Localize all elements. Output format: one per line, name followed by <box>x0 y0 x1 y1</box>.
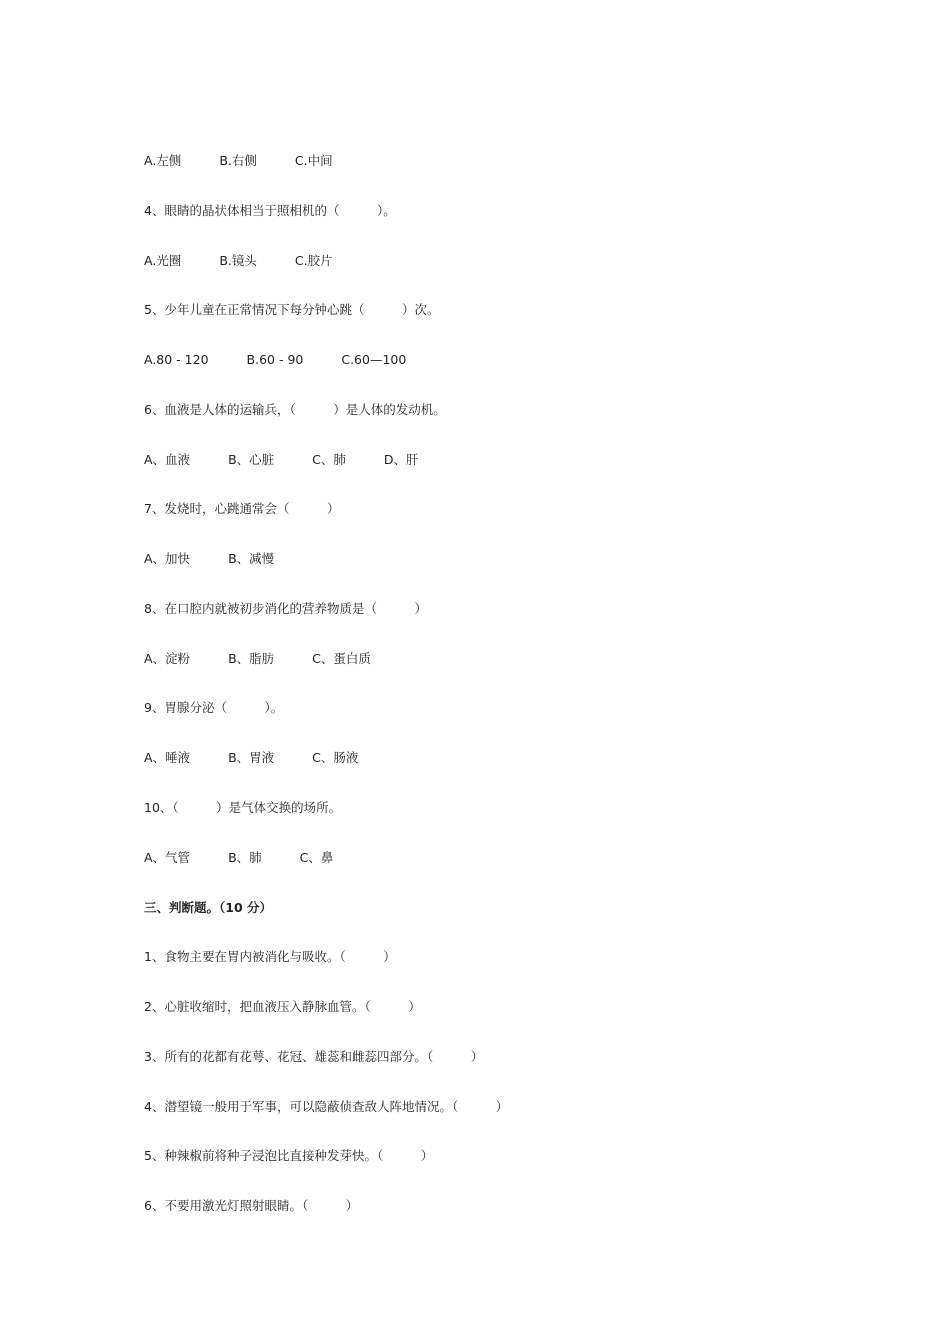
option-a: A、气管 <box>144 850 191 865</box>
tf-question-6: 6、不要用激光灯照射眼睛。（ ） <box>144 1198 359 1213</box>
option-c: C.60—100 <box>341 352 407 367</box>
option-c: C.胶片 <box>294 253 333 268</box>
option-b: B.镜头 <box>219 253 257 268</box>
option-c: C、肠液 <box>312 750 359 765</box>
answer-options-q5 <box>144 350 406 370</box>
option-b: B、脂肪 <box>228 651 275 666</box>
question-7: 7、发烧时，心跳通常会（ ） <box>144 501 340 516</box>
question-8: 8、在口腔内就被初步消化的营养物质是（ ） <box>144 601 427 616</box>
answer-options-q8 <box>144 649 371 669</box>
answer-options-q6 <box>144 450 419 470</box>
section-heading-true-false: 三、判断题。（10 分） <box>144 900 272 915</box>
option-a: A、淀粉 <box>144 651 191 666</box>
option-a: A、血液 <box>144 452 191 467</box>
tf-question-3: 3、所有的花都有花萼、花冠、雄蕊和雌蕊四部分。（ ） <box>144 1049 484 1064</box>
question-9: 9、胃腺分泌（ ）。 <box>144 700 284 715</box>
option-c: C、蛋白质 <box>312 651 371 666</box>
option-b: B.右侧 <box>219 153 257 168</box>
option-c: C.中间 <box>294 153 333 168</box>
option-d: D、肝 <box>383 452 419 467</box>
option-a: A.80 - 120 <box>144 352 209 367</box>
option-c: C、肺 <box>312 452 346 467</box>
option-a: A、唾液 <box>144 750 191 765</box>
option-a: A、加快 <box>144 551 191 566</box>
answer-options-q9 <box>144 748 358 768</box>
option-a: A.左侧 <box>144 153 182 168</box>
option-b: B、肺 <box>228 850 262 865</box>
answer-options-q10 <box>144 848 333 868</box>
answer-options-q4 <box>144 251 333 271</box>
answer-options-q3 <box>144 151 333 171</box>
option-b: B、减慢 <box>228 551 275 566</box>
option-b: B、胃液 <box>228 750 275 765</box>
question-10: 10、（ ）是气体交换的场所。 <box>144 800 342 815</box>
tf-question-2: 2、心脏收缩时，把血液压入静脉血管。（ ） <box>144 999 421 1014</box>
option-a: A.光圈 <box>144 253 182 268</box>
tf-question-1: 1、食物主要在胃内被消化与吸收。（ ） <box>144 949 396 964</box>
tf-question-4: 4、潜望镜一般用于军事，可以隐蔽侦查敌人阵地情况。（ ） <box>144 1099 509 1114</box>
question-5: 5、少年儿童在正常情况下每分钟心跳（ ）次。 <box>144 302 440 317</box>
question-4: 4、眼睛的晶状体相当于照相机的（ ）。 <box>144 203 396 218</box>
question-6: 6、血液是人体的运输兵，（ ）是人体的发动机。 <box>144 402 446 417</box>
option-b: B、心脏 <box>228 452 275 467</box>
option-b: B.60 - 90 <box>246 352 304 367</box>
answer-options-q7 <box>144 549 274 569</box>
option-c: C、鼻 <box>299 850 334 865</box>
tf-question-5: 5、种辣椒前将种子浸泡比直接种发芽快。（ ） <box>144 1148 434 1163</box>
